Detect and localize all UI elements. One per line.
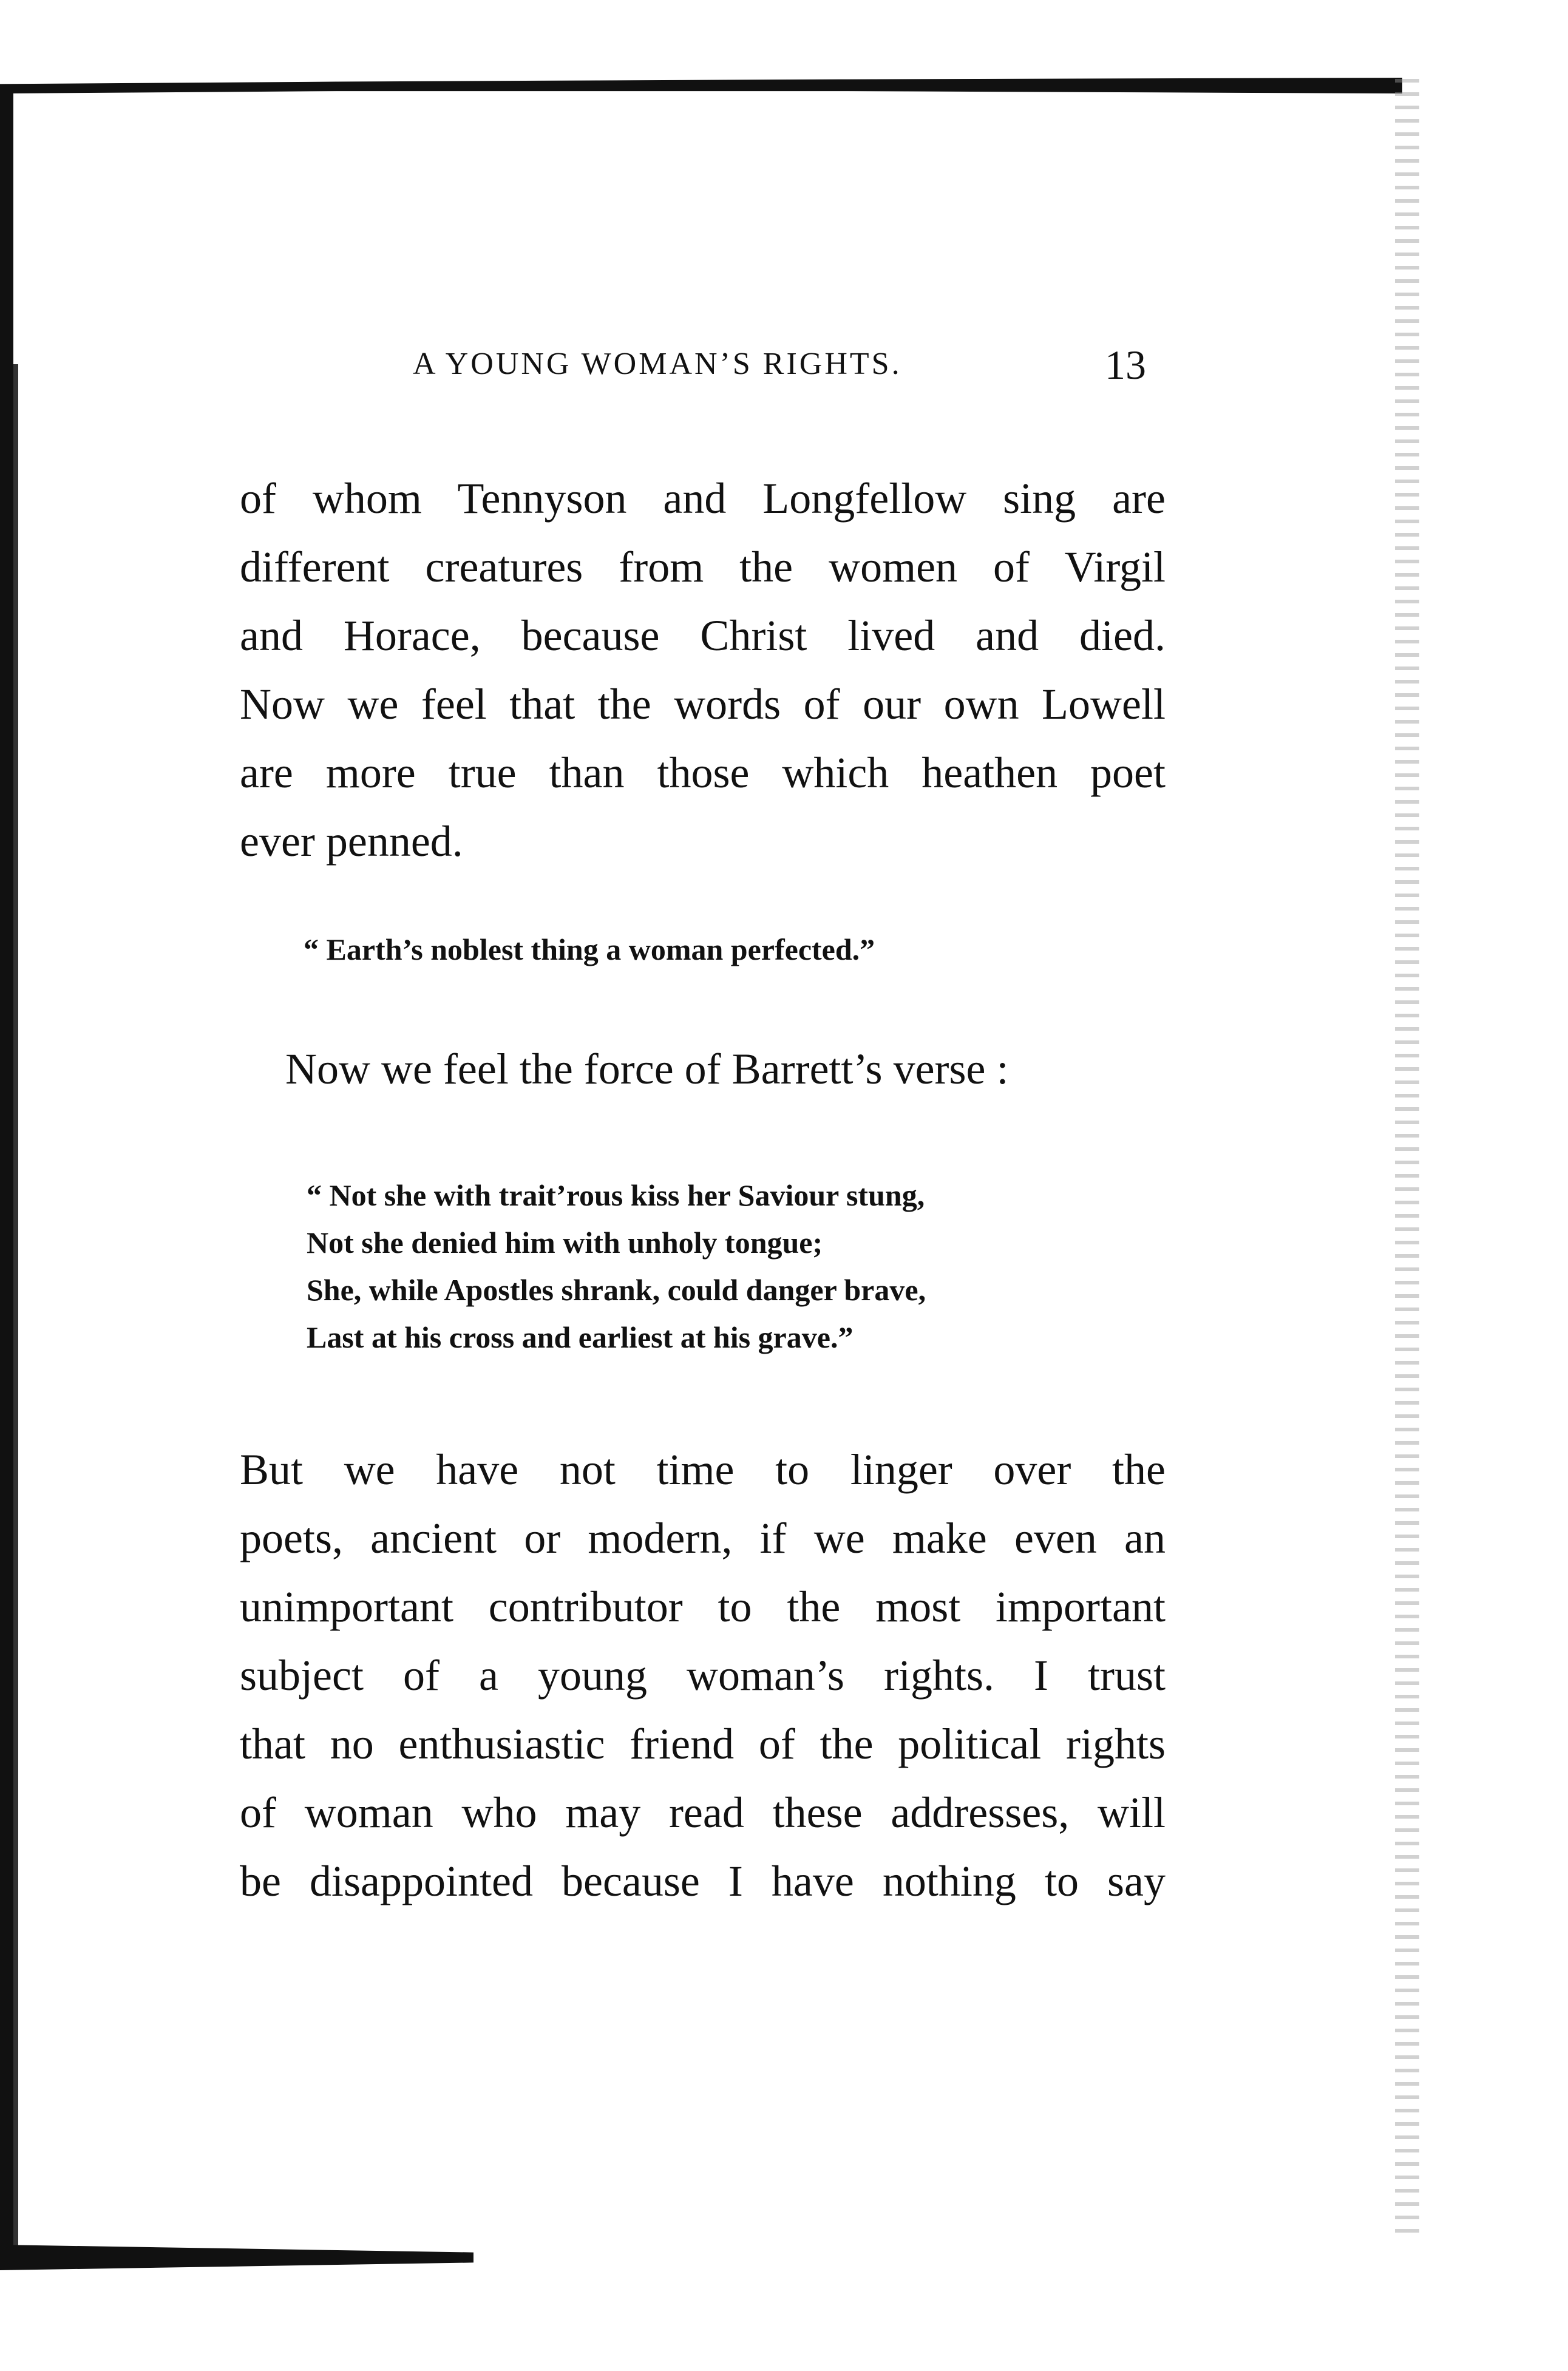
text-line: Now we feel the force of Barrett’s verse : <box>285 1045 1009 1093</box>
verse-line: Not she denied him with unholy tongue; <box>307 1226 823 1260</box>
text-line: different creatures from the women of Virgil <box>240 543 1166 591</box>
text-line: subject of a young woman’s rights. I trust <box>240 1651 1166 1700</box>
top-border-rule <box>0 78 1402 93</box>
running-title: A YOUNG WOMAN’S RIGHTS. <box>413 347 902 381</box>
left-inner-rule <box>13 364 18 2246</box>
text-line: But we have not time to linger over the <box>240 1445 1166 1494</box>
text-line: poets, ancient or modern, if we make even an <box>240 1514 1166 1562</box>
page-number: 13 <box>1105 342 1146 388</box>
left-border-rule <box>0 91 13 2246</box>
quotation-barrett <box>307 1172 926 1361</box>
text-line: of whom Tennyson and Longfellow sing are <box>240 474 1166 523</box>
quotation-lowell: “ Earth’s noblest thing a woman perfected.” <box>304 932 875 966</box>
verse-line: She, while Apostles shrank, could danger brave, <box>307 1273 926 1307</box>
paragraph-3 <box>240 1436 1166 1916</box>
right-edge-scan-noise <box>1395 79 1419 2240</box>
text-line: of woman who may read these addresses, will <box>240 1788 1166 1837</box>
text-line: Now we feel that the words of our own Lowell <box>240 680 1166 728</box>
paragraph-1 <box>240 464 1166 876</box>
verse-line: “ Not she with trait’rous kiss her Saviour stung, <box>307 1178 925 1212</box>
text-line: be disappointed because I have nothing to say <box>240 1857 1166 1905</box>
verse-line: Last at his cross and earliest at his grave.” <box>307 1320 854 1354</box>
running-header <box>0 342 1568 395</box>
text-line: and Horace, because Christ lived and died. <box>240 611 1166 660</box>
paragraph-2 <box>285 1035 1135 1104</box>
text-line: unimportant contributor to the most important <box>240 1582 1166 1631</box>
text-line: are more true than those which heathen poet <box>240 748 1166 797</box>
text-line: that no enthusiastic friend of the political rights <box>240 1720 1166 1768</box>
bottom-border-rule <box>0 2245 473 2270</box>
text-line: ever penned. <box>240 817 463 866</box>
